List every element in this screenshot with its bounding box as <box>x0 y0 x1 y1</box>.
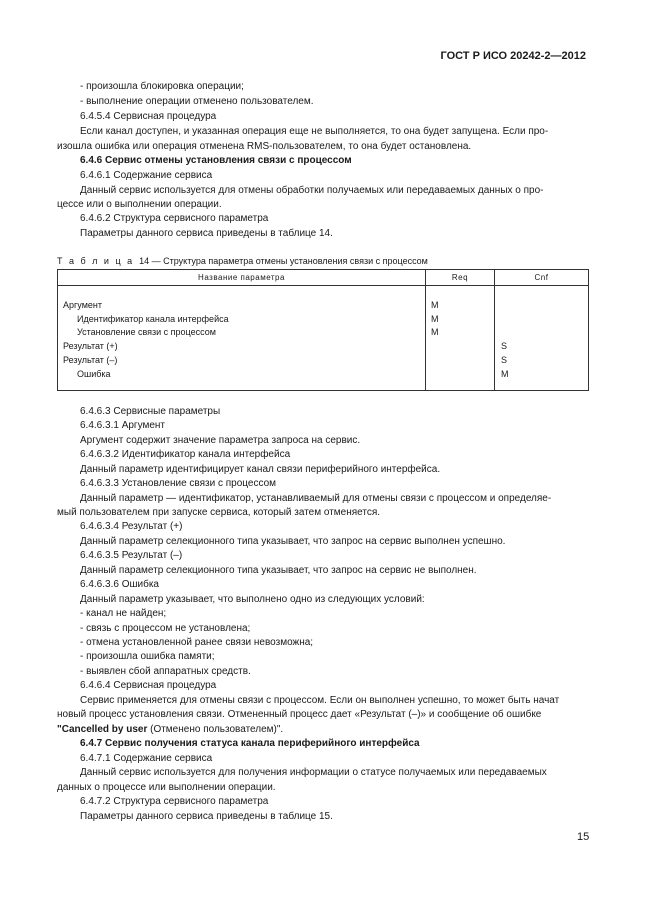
section-heading: 6.4.6.3.4 Результат (+) <box>80 521 183 532</box>
section-heading: 6.4.6 Сервис отмены установления связи с процессом <box>80 155 352 166</box>
cnf-value: M <box>501 369 509 379</box>
text-line: Сервис применяется для отмены связи с процессом. Если он выполнен успешно, то может быть начат <box>80 695 560 706</box>
section-heading: 6.4.6.2 Структура сервисного параметра <box>80 213 269 224</box>
cnf-value: S <box>501 355 508 365</box>
section-heading: 6.4.6.3.6 Ошибка <box>80 579 159 590</box>
text-line: Данный параметр идентифицирует канал связи периферийного интерфейса. <box>80 464 441 475</box>
text-line: Параметры данного сервиса приведены в таблице 15. <box>80 811 333 822</box>
list-item: - выявлен сбой аппаратных средств. <box>80 666 251 677</box>
list-item: - канал не найден; <box>80 608 167 619</box>
text-line: Аргумент содержит значение параметра запроса на сервис. <box>80 435 361 446</box>
col-header-name: Название параметра <box>58 270 426 286</box>
text-line: Данный параметр селекционного типа указывает, что запрос на сервис выполнен успешно. <box>80 536 506 547</box>
param-name: Идентификатор канала интерфейса <box>77 314 229 324</box>
text-line: новый процесс установления связи. Отмененный процесс дает «Результат (–)» и сообщение об ошибке <box>57 709 542 720</box>
param-name: Результат (–) <box>63 355 118 365</box>
section-heading: 6.4.5.4 Сервисная процедура <box>80 111 217 122</box>
col-header-req: Req <box>426 270 495 286</box>
col-header-cnf: Cnf <box>495 270 589 286</box>
text-line: Данный параметр селекционного типа указывает, что запрос на сервис не выполнен. <box>80 565 477 576</box>
document-header: ГОСТ Р ИСО 20242-2—2012 <box>440 50 586 62</box>
text-line: мый пользователем при запуске сервиса, который затем отменяется. <box>57 507 381 518</box>
table-caption-title: 14 — Структура параметра отмены установления связи с процессом <box>139 256 428 266</box>
error-message-translation: (Отменено пользователем)". <box>147 724 284 735</box>
section-heading: 6.4.7 Сервис получения статуса канала периферийного интерфейса <box>80 738 420 749</box>
page-number: 15 <box>577 831 590 843</box>
text-line: - выполнение операции отменено пользователем. <box>80 96 314 107</box>
error-message-code: "Cancelled by user <box>57 724 148 735</box>
param-name-cell <box>58 286 425 390</box>
param-name: Ошибка <box>77 369 111 379</box>
cnf-value: S <box>501 341 508 351</box>
section-heading: 6.4.6.3.5 Результат (–) <box>80 550 183 561</box>
table-caption-prefix: Т а б л и ц а <box>57 256 135 266</box>
section-heading: 6.4.6.3.2 Идентификатор канала интерфейса <box>80 449 291 460</box>
section-heading: 6.4.6.3 Сервисные параметры <box>80 406 221 417</box>
section-heading: 6.4.6.4 Сервисная процедура <box>80 680 217 691</box>
section-heading: 6.4.6.1 Содержание сервиса <box>80 170 213 181</box>
text-line <box>57 723 283 736</box>
text-line: Данный параметр — идентификатор, устанавливаемый для отмены связи с процессом и определяе- <box>80 493 552 504</box>
text-line: Если канал доступен, и указанная операция еще не выполняется, то она будет запущена. Если про- <box>80 126 549 137</box>
list-item: - связь с процессом не установлена; <box>80 623 251 634</box>
text-line: - произошла блокировка операции; <box>80 81 244 92</box>
req-cell <box>426 286 494 390</box>
text-line: Данный сервис используется для получения информации о статусе получаемых или передаваемых <box>80 767 547 778</box>
section-heading: 6.4.7.2 Структура сервисного параметра <box>80 796 269 807</box>
text-line: данных о процессе или выполнении операции. <box>57 782 276 793</box>
parameter-table <box>57 269 589 391</box>
param-name: Результат (+) <box>63 341 118 351</box>
list-item: - отмена установленной ранее связи невозможна; <box>80 637 314 648</box>
param-name: Аргумент <box>63 300 102 310</box>
text-line: Данный сервис используется для отмены обработки получаемых или передаваемых данных о про- <box>80 185 544 196</box>
text-line: Данный параметр указывает, что выполнено одно из следующих условий: <box>80 594 425 605</box>
text-line: Параметры данного сервиса приведены в таблице 14. <box>80 228 333 239</box>
section-heading: 6.4.6.3.1 Аргумент <box>80 420 166 431</box>
list-item: - произошла ошибка памяти; <box>80 651 215 662</box>
req-value: M <box>431 300 439 310</box>
cnf-cell <box>495 286 588 390</box>
section-heading: 6.4.6.3.3 Установление связи с процессом <box>80 478 277 489</box>
req-value: M <box>431 327 439 337</box>
req-value: M <box>431 314 439 324</box>
table-caption <box>57 256 428 266</box>
text-line: цессе или о выполнении операции. <box>57 199 222 210</box>
param-name: Установление связи с процессом <box>77 327 216 337</box>
section-heading: 6.4.7.1 Содержание сервиса <box>80 753 213 764</box>
text-line: изошла ошибка или операция отменена RMS-пользователем, то она будет остановлена. <box>57 141 472 152</box>
